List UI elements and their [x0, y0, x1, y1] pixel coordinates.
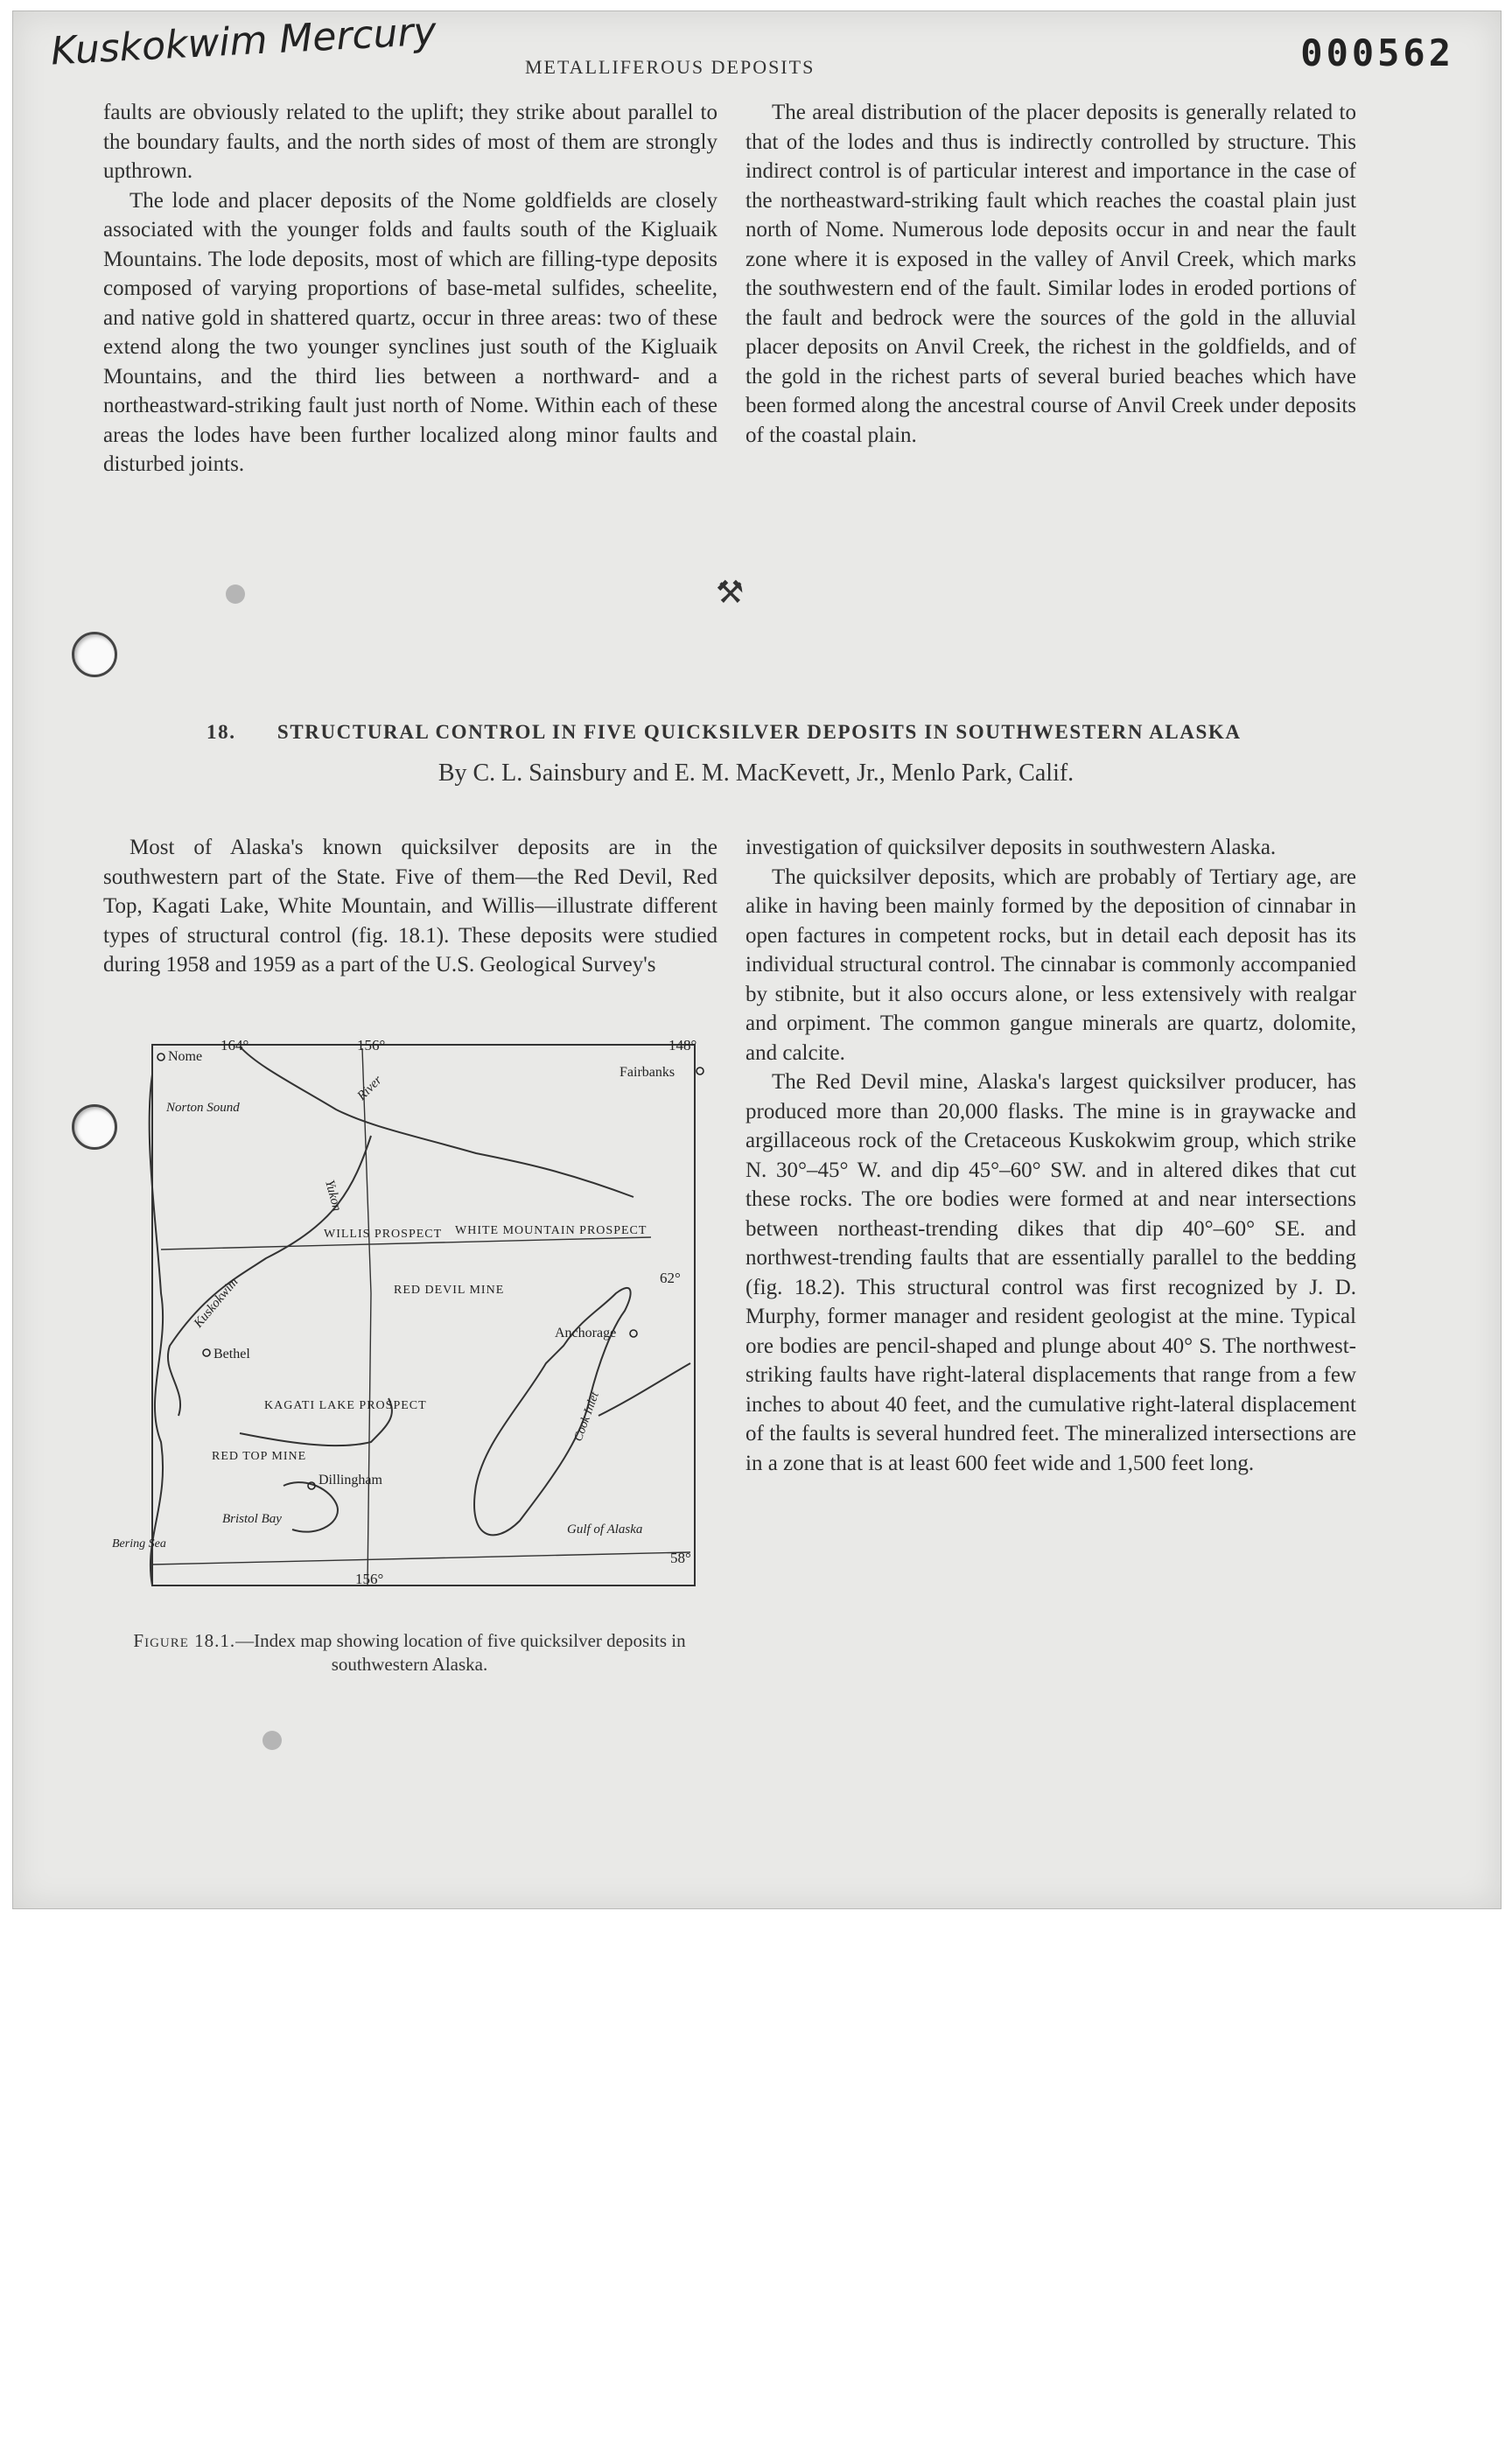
place-label: Dillingham — [318, 1473, 382, 1488]
punch-hole-icon — [72, 632, 117, 677]
crossed-hammers-icon: ⚒ — [716, 575, 745, 610]
place-label: Bethel — [214, 1347, 250, 1362]
article-title-text: STRUCTURAL CONTROL IN FIVE QUICKSILVER DEPOSITS IN SOUTHWESTERN ALASKA — [276, 721, 1242, 743]
kuskokwim-river — [168, 1136, 371, 1416]
byline: By C. L. Sainsbury and E. M. MacKevett, Jr., Menlo Park, Calif. — [438, 760, 1074, 787]
place-label: Gulf of Alaska — [567, 1522, 643, 1536]
place-label: Fairbanks — [620, 1065, 676, 1080]
lat-label: 62° — [660, 1270, 681, 1286]
town-marker — [696, 1068, 704, 1074]
top-right-column — [746, 98, 1356, 450]
stamp-number: 000562 — [1300, 32, 1454, 74]
town-marker — [630, 1330, 637, 1337]
place-label: Bristol Bay — [222, 1512, 282, 1526]
figure-caption — [103, 1629, 716, 1676]
handwritten-note: Kuskokwim Mercury — [49, 9, 438, 74]
sea-label: Bering Sea — [112, 1537, 166, 1550]
paragraph: The lode and placer deposits of the Nome goldfields are closely associated with the younger folds and faults south of the Kigluaik Mountains. The lode deposits, most of which are filling-type deposits composed of varying proportions of base-metal sulfides, scheelite, and native gold in shattered quartz, occur in three areas: two of these extend along the two younger synclines just south of the Kigluaik Mountains, and the third lies between a northward- and a northeastward-striking fault just north of Nome. Within each of these areas the lodes have been further localized along minor faults and disturbed joints. — [103, 188, 718, 476]
caption-label: Figure 18.1. — [133, 1630, 236, 1651]
town-marker — [203, 1349, 210, 1356]
river-label: Kuskokwim — [191, 1275, 242, 1331]
lon-label: 148° — [668, 1037, 697, 1054]
deposit-label: RED TOP MINE — [212, 1450, 307, 1463]
place-label: Nome — [168, 1049, 203, 1064]
top-left-column — [103, 98, 718, 480]
deposit-label: WHITE MOUNTAIN PROSPECT — [455, 1224, 648, 1237]
coastline — [150, 1074, 163, 1586]
place-label: Anchorage — [555, 1326, 617, 1340]
bottom-right-column — [746, 833, 1356, 1478]
paragraph: The areal distribution of the placer deposits is generally related to that of the lodes and thus is indirectly controlled by structure. This indirect control is of particular interest and importance in the case of the northeastward-striking fault which reaches the coastal plain just north of Nome. Numerous lode deposits occur in and near the fault zone where it is exposed in the valley of Anvil Creek, which marks the southwestern end of the fault. Similar lodes in eroded portions of the fault and bedrock were the sources of the gold in the alluvial placer deposits on Anvil Creek, the richest in the goldfields, and of the gold in the richest parts of several buried beaches which have been formed along the ancestral course of Anvil Creek under deposits of the coastal plain. — [746, 101, 1356, 447]
index-map — [108, 1031, 712, 1608]
lat-label: 58° — [670, 1550, 691, 1566]
river-label: Yukon — [322, 1178, 344, 1213]
paragraph: faults are obviously related to the uplift; they strike about parallel to the boundary faults, and the north sides of most of them are strongly upthrown. — [103, 101, 718, 183]
meridian-156 — [362, 1048, 371, 1586]
scan-speck — [262, 1731, 282, 1750]
place-label: Cook Inlet — [571, 1390, 602, 1444]
paragraph: The quicksilver deposits, which are probably of Tertiary age, are alike in having been mainly formed by the deposition of cinnabar in open factures in competent rocks, but in detail each deposit has its individual structural control. The cinnabar is commonly accompanied by stibnite, but it also occurs alone, or less extensively with realgar and orpiment. The common gangue minerals are quartz, dolomite, and calcite. — [746, 864, 1356, 1065]
lon-label: 156° — [357, 1037, 386, 1054]
lon-label: 164° — [220, 1037, 249, 1054]
running-head: METALLIFEROUS DEPOSITS — [525, 56, 816, 78]
place-label: Norton Sound — [166, 1101, 240, 1115]
deposit-label: KAGATI LAKE PROSPECT — [264, 1399, 427, 1412]
river-label: River — [354, 1073, 385, 1103]
deposit-label: RED DEVIL MINE — [394, 1284, 505, 1297]
deposit-label: WILLIS PROSPECT — [324, 1228, 443, 1241]
paragraph: The Red Devil mine, Alaska's largest quicksilver producer, has produced more than 20,000 flasks. The mine is in graywacke and argillaceous rock of the Cretaceous Kuskokwim group, which strike N. 30°–45° W. and dip 45°–60° SW. and in altered dikes that cut these rocks. The ore bodies were formed at and near intersections between northeast-trending dikes that dip 40°–60° SE. and northwest-trending faults that are essentially parallel to the bedding (fig. 18.2). This structural control was first recognized by J. D. Murphy, former manager and resident geologist at the mine. Typical ore bodies are pencil-shaped and plunge about 40° S. The northwest-striking faults have right-lateral displacements that range from a few inches to about 40 feet, and the cumulative right-lateral displacement of the faults is several hundred feet. The mineralized intersections are in a zone that is at least 600 feet wide and 1,500 feet long. — [746, 1070, 1356, 1475]
town-marker — [158, 1054, 164, 1060]
scan-speck — [226, 584, 245, 604]
map-frame — [152, 1045, 695, 1586]
parallel-58 — [152, 1552, 690, 1564]
bottom-left-column — [103, 833, 718, 980]
paragraph: investigation of quicksilver deposits in southwestern Alaska. — [746, 836, 1277, 859]
article-title — [206, 721, 1344, 744]
gulf-coast — [598, 1363, 690, 1416]
caption-text: —Index map showing location of five quicksilver deposits in southwestern Alaska. — [235, 1630, 686, 1675]
article-number: 18. — [206, 721, 236, 743]
lon-label: 156° — [355, 1571, 384, 1587]
yukon-river — [240, 1046, 634, 1197]
paragraph: Most of Alaska's known quicksilver deposits are in the southwestern part of the State. Five of them—the Red Devil, Red Top, Kagati Lake, White Mountain, and Willis—illustrate different types of structural control (fig. 18.1). These deposits were studied during 1958 and 1959 as a part of the U.S. Geological Survey's — [103, 836, 718, 976]
